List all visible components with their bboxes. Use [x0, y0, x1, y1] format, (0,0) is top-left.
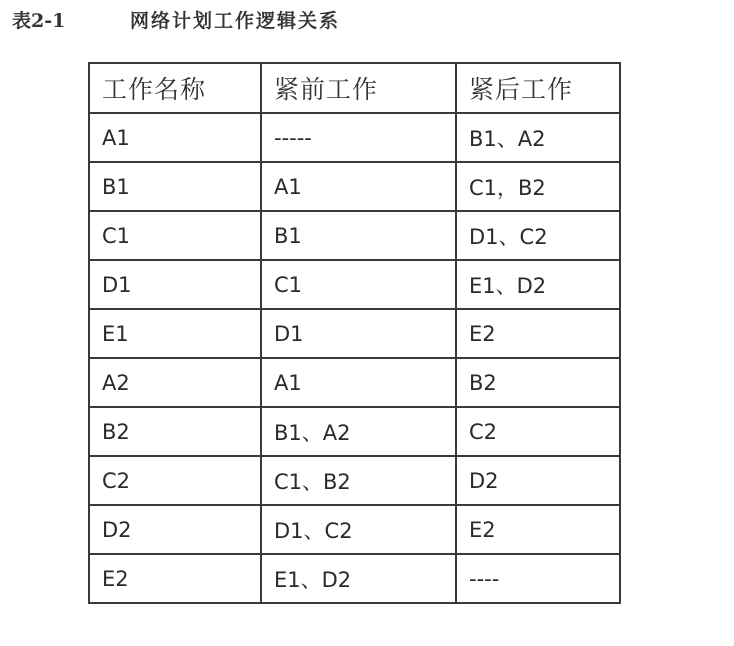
- cell-successor: D2: [456, 456, 620, 505]
- cell-successor: C1，B2: [456, 162, 620, 211]
- cell-successor: B1、A2: [456, 113, 620, 162]
- cell-work-name: E2: [89, 554, 261, 603]
- header-work-name: 工作名称: [89, 63, 261, 113]
- cell-predecessor: B1、A2: [261, 407, 456, 456]
- header-row: [89, 63, 620, 113]
- cell-predecessor: D1: [261, 309, 456, 358]
- table-row: [89, 211, 620, 260]
- cell-work-name: A1: [89, 113, 261, 162]
- table-row: [89, 309, 620, 358]
- cell-successor: D1、C2: [456, 211, 620, 260]
- table-row: [89, 113, 620, 162]
- cell-successor: E2: [456, 309, 620, 358]
- table-caption: [12, 6, 340, 32]
- cell-predecessor: B1: [261, 211, 456, 260]
- cell-predecessor: D1、C2: [261, 505, 456, 554]
- header-successor: 紧后工作: [456, 63, 620, 113]
- cell-successor: C2: [456, 407, 620, 456]
- table-number: 表2-1: [12, 9, 66, 32]
- table-row: [89, 358, 620, 407]
- cell-successor: ----: [456, 554, 620, 603]
- cell-successor: E2: [456, 505, 620, 554]
- header-predecessor: 紧前工作: [261, 63, 456, 113]
- table-row: [89, 162, 620, 211]
- cell-work-name: B1: [89, 162, 261, 211]
- cell-work-name: D1: [89, 260, 261, 309]
- cell-predecessor: E1、D2: [261, 554, 456, 603]
- table-row: [89, 554, 620, 603]
- table-title: 网络计划工作逻辑关系: [130, 9, 341, 32]
- cell-work-name: E1: [89, 309, 261, 358]
- cell-predecessor: -----: [261, 113, 456, 162]
- table-row: [89, 505, 620, 554]
- cell-work-name: B2: [89, 407, 261, 456]
- cell-predecessor: C1: [261, 260, 456, 309]
- logic-relation-table: [88, 62, 621, 604]
- cell-predecessor: A1: [261, 358, 456, 407]
- cell-successor: B2: [456, 358, 620, 407]
- cell-work-name: A2: [89, 358, 261, 407]
- table-row: [89, 407, 620, 456]
- cell-successor: E1、D2: [456, 260, 620, 309]
- table-row: [89, 456, 620, 505]
- cell-work-name: D2: [89, 505, 261, 554]
- cell-work-name: C1: [89, 211, 261, 260]
- cell-work-name: C2: [89, 456, 261, 505]
- table-row: [89, 260, 620, 309]
- cell-predecessor: C1、B2: [261, 456, 456, 505]
- cell-predecessor: A1: [261, 162, 456, 211]
